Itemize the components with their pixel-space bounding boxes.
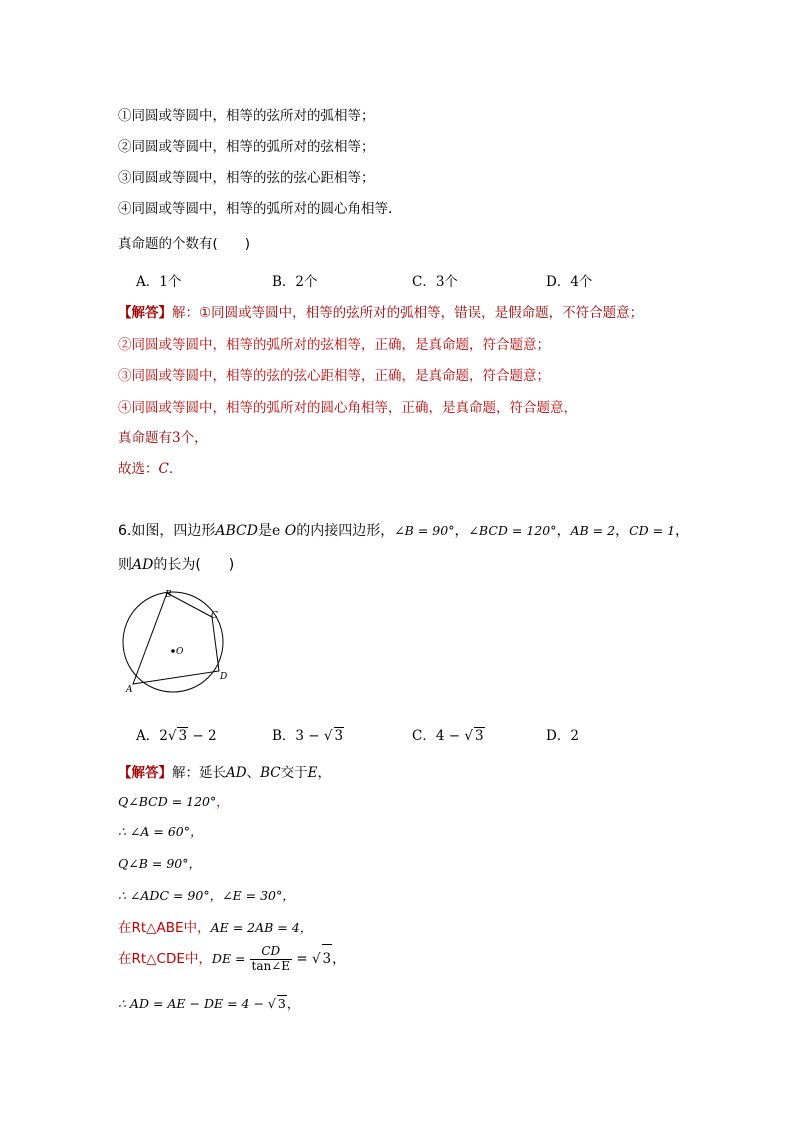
q6-b-prefix: B． — [272, 728, 296, 744]
q6-text-1: 如图，四边形 — [131, 523, 216, 539]
q6-step-1-end: ， — [216, 794, 229, 809]
q6-step-4: ∴ ∠ADC = 90°，∠E = 30°， — [118, 888, 295, 903]
q6-sol-e: E — [307, 765, 318, 781]
q5-question: 真命题的个数有( ) — [118, 236, 251, 252]
q6-a-tail: − 2 — [188, 728, 217, 744]
q6-step-7: ∴ AD = AE − DE = 4 − √ 3， — [118, 996, 300, 1011]
q6-step-6-eq: = — [292, 951, 312, 967]
answer-prefix: 故选： — [118, 461, 159, 477]
q6-option-c: C．4 − √ 3 — [412, 728, 484, 744]
q6-number: 6. — [118, 523, 132, 539]
solution-tag-q6: 【解答】 — [118, 765, 172, 781]
fraction-denominator: tan∠E — [251, 959, 291, 973]
q6-step-6-end: ， — [332, 951, 346, 967]
q6-question-line-1 — [118, 520, 689, 540]
q6-c-root: 3 — [474, 728, 484, 744]
q6-sol-comma: 、 — [246, 765, 261, 781]
answer-value: C — [158, 461, 169, 477]
q6-option-a: A．2√ 3 − 2 — [136, 728, 217, 744]
q6-o: O — [284, 523, 297, 539]
q6-step-6: 在Rt△CDE中，DE = $\frac{CD}{\tan\angle E}$ = √ 3， — [118, 944, 346, 973]
q5-solution-line-2: ②同圆或等圆中，相等的弧所对的弦相等，正确，是真命题，符合题意； — [118, 337, 550, 353]
label-o: O — [176, 647, 184, 657]
q6-sep-1: ， — [454, 523, 469, 539]
q6-step-7-head: ∴ AD = AE − DE = 4 − — [118, 996, 268, 1011]
label-c: C — [211, 611, 218, 621]
statement-2: ②同圆或等圆中，相等的弧所对的弦相等； — [118, 139, 375, 155]
q6-step-5-math: AE = 2AB = 4， — [210, 920, 313, 935]
q6-solution-intro — [118, 761, 331, 781]
q6-option-b: B．3 − √ 3 — [272, 728, 344, 744]
label-b: B — [165, 590, 172, 600]
q6-line2-suffix: 的长为( ) — [153, 557, 235, 573]
q6-step-3: Q∠B = 90°， — [118, 856, 201, 871]
q6-sol-end: ， — [317, 765, 331, 781]
q5-count-line — [118, 426, 208, 446]
q6-ad: AD — [132, 557, 154, 573]
q6-end: ， — [675, 523, 690, 539]
q6-step-1 — [118, 792, 229, 810]
quadrilateral-abcd — [133, 593, 219, 684]
q6-step-5-prefix: 在Rt△ABE中， — [118, 920, 211, 936]
q6-b-root: 3 — [334, 728, 344, 744]
answer-suffix: ． — [168, 461, 183, 477]
q6-b-head: 3 − — [295, 728, 324, 744]
q6-text-2: 是 — [257, 523, 272, 539]
q6-step-6-root: 3 — [322, 944, 333, 973]
q5-solution-line-3: ③同圆或等圆中，相等的弦的弦心距相等，正确，是真命题，符合题意； — [118, 368, 550, 384]
q5-solution-line-4: ④同圆或等圆中，相等的弧所对的圆心角相等，正确，是真命题，符合题意， — [118, 400, 577, 416]
q6-sep-2: ， — [556, 523, 571, 539]
q6-cond-3: AB = 2 — [570, 523, 616, 538]
q6-line2-prefix: 则 — [118, 557, 132, 573]
solution-text: 解：①同圆或等圆中，相等的弦所对的弧相等，错误，是假命题，不符合题意； — [172, 305, 644, 321]
count-value: 3 — [172, 430, 181, 446]
q5-option-c: C．3个 — [412, 274, 458, 290]
q6-cond-1: ∠B = 90° — [394, 523, 455, 538]
q6-c-prefix: C． — [412, 728, 436, 744]
q6-text-3: 的内接四边形， — [296, 523, 395, 539]
fraction-numerator: CD — [250, 945, 293, 960]
q6-option-d: D．2 — [546, 728, 579, 744]
q5-answer-line — [118, 457, 182, 477]
count-suffix: 个， — [180, 430, 208, 446]
circle-symbol: e — [271, 523, 281, 539]
q6-sol-meet: 交于 — [280, 765, 308, 781]
circumcircle — [123, 592, 223, 692]
q6-c-head: 4 − — [435, 728, 465, 744]
q6-a-root: 3 — [178, 728, 188, 744]
q6-step-7-root: 3 — [277, 996, 286, 1011]
q5-option-b: B．2个 — [272, 274, 318, 290]
q5-solution-line-1 — [118, 301, 643, 321]
center-point — [171, 649, 175, 653]
q6-step-1-math: Q∠BCD = 120° — [118, 794, 217, 809]
q6-step-6-fraction — [250, 945, 293, 974]
q6-a-prefix: A． — [136, 728, 160, 744]
statement-1: ①同圆或等圆中，相等的弦所对的弧相等； — [118, 108, 375, 124]
q6-sol-ad: AD — [226, 765, 247, 781]
circle-figure — [114, 586, 238, 698]
q6-step-6-lhs: DE = — [211, 951, 250, 966]
q6-sep-3: ， — [615, 523, 630, 539]
q5-option-d: D．4个 — [546, 274, 593, 290]
q6-solution-intro-text: 解：延长 — [172, 765, 226, 781]
q6-abcd: ABCD — [215, 523, 258, 539]
q6-step-7-end: ， — [286, 996, 300, 1011]
q6-a-coef: 2 — [159, 728, 168, 744]
statement-3: ③同圆或等圆中，相等的弦的弦心距相等； — [118, 170, 375, 186]
count-prefix: 真命题有 — [118, 430, 172, 446]
q6-question-line-2 — [118, 554, 234, 574]
q6-sol-bc: BC — [260, 765, 281, 781]
label-d: D — [220, 672, 228, 682]
q6-cond-2: ∠BCD = 120° — [468, 523, 557, 538]
statement-4: ④同圆或等圆中，相等的弧所对的圆心角相等. — [118, 201, 393, 217]
q6-step-6-prefix: 在Rt△CDE中， — [118, 951, 212, 967]
q6-step-2: ∴ ∠A = 60°， — [118, 824, 203, 839]
label-a: A — [126, 685, 133, 695]
q6-cond-4: CD = 1 — [629, 523, 676, 538]
solution-tag: 【解答】 — [118, 305, 172, 321]
q5-option-a: A．1个 — [136, 274, 182, 290]
q6-step-5 — [118, 916, 312, 936]
